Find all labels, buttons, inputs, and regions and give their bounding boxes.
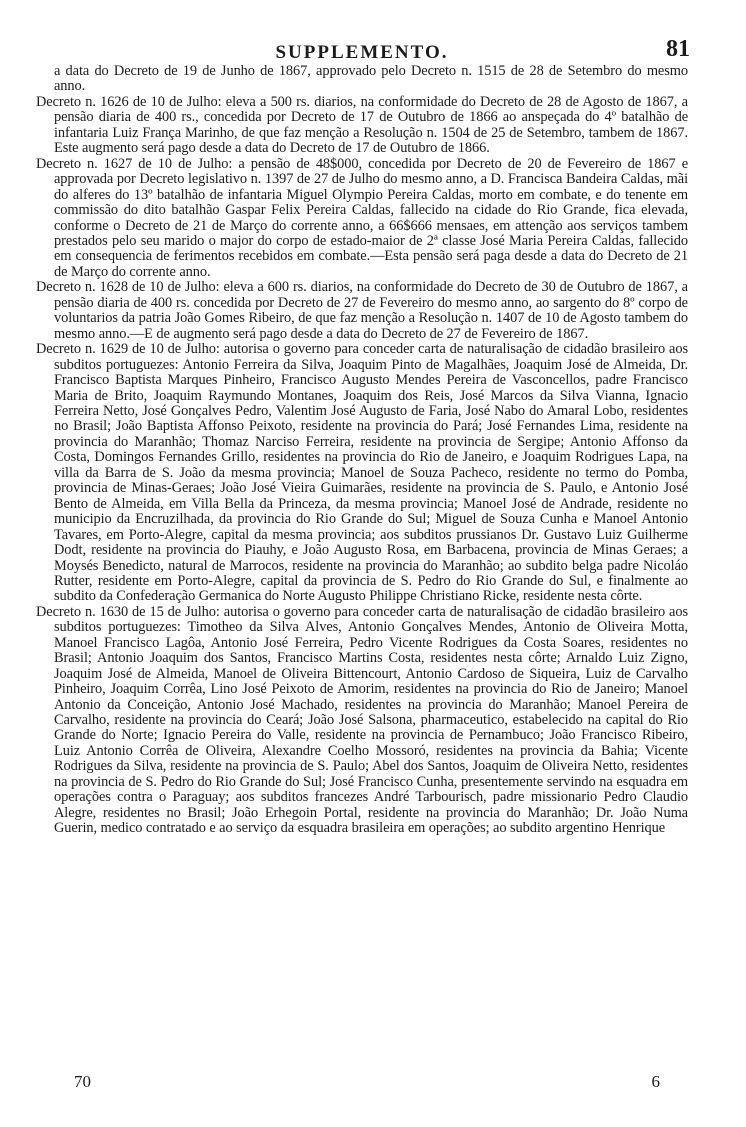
decree-1627: Decreto n. 1627 de 10 de Julho: a pensão de 48$000, concedida por Decreto de 20 de Fevereiro de 1867 e approvada por Decreto legislativo n. 1397 de 27 de Julho do mesmo anno, a D. Francisca Bandeira Caldas, mãi do alferes do 13º batalhão de infantaria Miguel Olympio Pereira Caldas, morto em combate, e do tenente em commissão do dito batalhão Gaspar Felix Pereira Caldas, fallecido na cidade do Rio Grande, fica elevada, conforme o Decreto de 21 de Março do corrente anno, a 66$666 mensaes, em attenção aos serviços tambem prestados pelo seu marido o major do corpo de estado-maior de 2ª classe José Maria Pereira Caldas, fallecido em consequencia de ferimentos recebidos em combate.—Esta pensão será paga desde a data do Decreto de 21 de Março do corrente anno. [36,155,688,280]
decree-1628: Decreto n. 1628 de 10 de Julho: eleva a 600 rs. diarios, na conformidade do Decreto de 30 de Outubro de 1867, a pensão diaria de 400 rs. concedida por Decreto de 27 de Fevereiro do mesmo anno, ao sargento do 8º corpo de voluntarios da patria João Gomes Ribeiro, de que faz menção a Resolução n. 1407 de 10 de Agosto tambem do mesmo anno.—E de augmento será pago desde a data do Decreto de 27 de Fevereiro de 1867. [36,279,688,342]
page-number: 81 [666,36,690,62]
decree-1626: Decreto n. 1626 de 10 de Julho: eleva a 500 rs. diarios, na conformidade do Decreto de 28 de Agosto de 1867, a pensão diaria de 400 rs., concedida por Decreto de 17 de Outubro de 1866 ao anspeçada do 4º batalhão de infantaria Luiz França Marinho, de que faz menção a Resolução n. 1504 de 25 de Setembro, tambem de 1867. Este augmento será pago desde a data do Decreto de 17 de Outubro de 1866. [36,93,688,157]
running-title: SUPPLEMENTO. [275,42,449,63]
page-header [36,30,688,64]
document-body [36,64,688,837]
signature-mark-left: 70 [74,1072,91,1091]
signature-mark-right: 6 [651,1072,660,1091]
decree-continuation: a data do Decreto de 19 de Junho de 1867, approvado pelo Decreto n. 1515 de 28 de Setembro do mesmo anno. [54,63,688,95]
decree-1630: Decreto n. 1630 de 15 de Julho: autorisa o governo para conceder carta de naturalisação de cidadão brasileiro aos subditos portuguezes: Timotheo da Silva Alves, Antonio Gonçalves Mendes, Antonio de Oliveira Motta, Manoel Francisco Lagôa, Antonio José Ferreira, Pedro Vicente Rodrigues da Costa Soares, residentes no Brasil; Antonio Joaquim dos Santos, Francisco Martins Costa, residentes nesta côrte; Arnaldo Luiz Zigno, Joaquim José de Almeida, Manoel de Oliveira Bittencourt, Antonio Cardoso de Siqueira, Luiz de Carvalho Pinheiro, Joaquim Corrêa, Lino José Peixoto de Amorim, residentes na provincia do Rio de Janeiro; Manoel Antonio da Conceição, Antonio José Machado, residentes na provincia do Maranhão; Manoel Pereira de Carvalho, residente na provincia do Ceará; João José Salsona, pharmaceutico, estabelecido na capital do Rio Grande do Norte; Ignacio Pereira do Valle, residente na provincia de Pernambuco; João Francisco Ribeiro, Luiz Antonio Corrêa de Oliveira, Alexandre Coelho Mossoró, residentes na provincia da Bahia; Vicente Rodrigues da Silva, residente na provincia de S. Paulo; Abel dos Santos, Joaquim de Oliveira Netto, residentes na provincia de S. Pedro do Rio Grande do Sul; José Francisco Cunha, presentemente servindo na esquadra em operações contra o Paraguay; aos subditos francezes André Tarbourisch, padre missionario Pedro Claudio Alegre, residentes no Brasil; João Erhegoin Portal, residente na provincia do Maranhão; Dr. João Numa Guerin, medico contratado e ao serviço da esquadra brasileira em operações; ao subdito argentino Henrique [36,603,688,837]
decree-1629: Decreto n. 1629 de 10 de Julho: autorisa o governo para conceder carta de naturalisação de cidadão brasileiro aos subditos portuguezes: Antonio Ferreira da Silva, Joaquim Pinto de Magalhães, Joaquim José de Almeida, Dr. Francisco Baptista Marques Pinheiro, Francisco Augusto Mendes Pereira de Vasconcellos, padre Francisco Maria de Brito, Joaquim Raymundo Montanes, Joaquim dos Reis, José Marcos da Silva Vianna, Ignacio Ferreira Netto, José Gonçalves Pedro, Valentim José Augusto de Faria, José Nabo do Amaral Lobo, residentes no Brasil; João Baptista Affonso Peixoto, residente na provincia do Pará; José Fernandes Lima, residente na provincia do Maranhão; Thomaz Narciso Ferreira, residente na provincia de Sergipe; Antonio Affonso da Costa, Domingos Fernandes Grillo, residentes na provincia do Rio de Janeiro, e Joaquim Rodrigues Lapa, na villa da Barra de S. João da mesma provincia; Manoel de Souza Pacheco, residente no termo do Pomba, provincia de Minas-Geraes; João José Vieira Guimarães, residente na provincia de S. Paulo, e Antonio José Bento de Almeida, em Villa Bella da Princeza, da mesma provincia; Manoel José de Andrade, residente no municipio da Encruzilhada, da provincia do Rio Grande do Sul; Miguel de Souza Cunha e Manoel Antonio Tavares, em Porto-Alegre, capital da mesma provincia; aos subditos prussianos Dr. Gustavo Luiz Guilherme Dodt, residente na provincia do Piauhy, e João Augusto Rosa, em Barbacena, provincia de Minas Geraes; a Moysés Benedicto, natural de Marrocos, residente na provincia do Maranhão; ao subdito belga padre Nicoláo Rutter, residente em Porto-Alegre, capital da provincia de S. Pedro do Rio Grande do Sul, e finalmente ao subdito da Confederação Germanica do Norte Augusto Philippe Christiano Ricke, residente nesta côrte. [36,341,688,605]
page-footer [74,1072,660,1092]
